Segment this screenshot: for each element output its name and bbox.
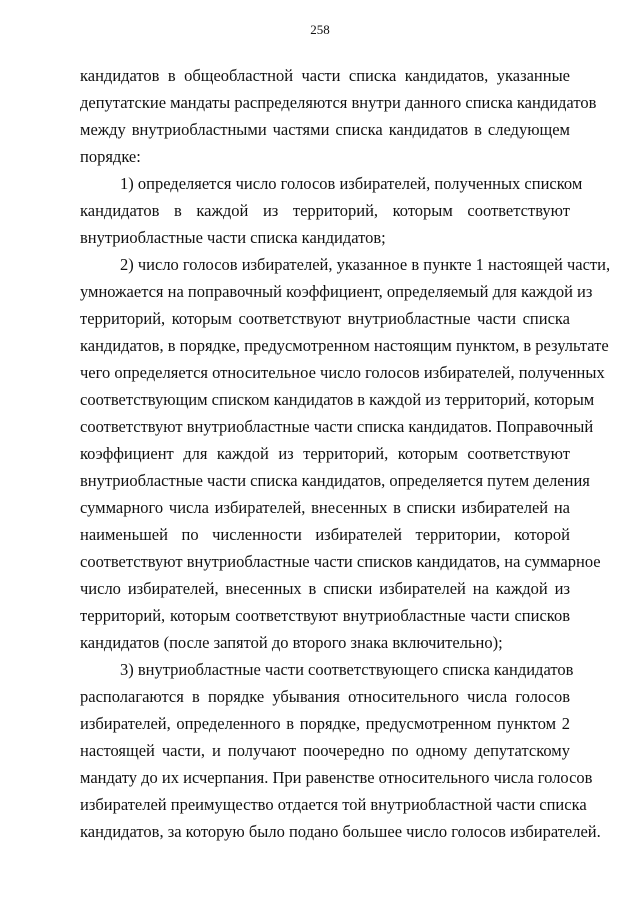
text-line: внутриобластные части списка кандидатов; xyxy=(80,228,386,247)
text-line: соответствующим списком кандидатов в каждой из территорий, которым xyxy=(80,390,595,409)
text-line: порядке: xyxy=(80,147,141,166)
text-line: кандидатов в общеобластной части списка кандидатов, указанные xyxy=(80,66,570,85)
text-line: 2) число голосов избирателей, указанное в пункте 1 настоящей части, xyxy=(120,255,611,274)
text-line: чего определяется относительное число голосов избирателей, полученных xyxy=(80,363,605,382)
paragraph-item-3 xyxy=(80,656,601,845)
text-line: кандидатов, в порядке, предусмотренном настоящим пунктом, в результате xyxy=(80,336,609,355)
text-line: мандату до их исчерпания. При равенстве относительного числа голосов xyxy=(80,768,593,787)
text-line: соответствуют внутриобластные части списка кандидатов. Поправочный xyxy=(80,417,594,436)
text-line: депутатские мандаты распределяются внутри данного списка кандидатов xyxy=(80,93,597,112)
document-body xyxy=(80,62,611,845)
text-line: между внутриобластными частями списка кандидатов в следующем xyxy=(80,120,570,139)
text-line: соответствуют внутриобластные части списков кандидатов, на суммарное xyxy=(80,552,601,571)
text-line: кандидатов, за которую было подано большее число голосов избирателей. xyxy=(80,822,601,841)
text-line: наименьшей по численности избирателей территории, которой xyxy=(80,525,570,544)
text-line: настоящей части, и получают поочередно по одному депутатскому xyxy=(80,741,570,760)
page-number: 258 xyxy=(310,22,330,37)
text-line: территорий, которым соответствуют внутриобластные части списков xyxy=(80,606,570,625)
paragraph-intro xyxy=(80,62,597,170)
text-line: 1) определяется число голосов избирателей, полученных списком xyxy=(120,174,583,193)
text-line: располагаются в порядке убывания относительного числа голосов xyxy=(80,687,570,706)
paragraph-item-2 xyxy=(80,251,611,656)
text-line: коэффициент для каждой из территорий, которым соответствуют xyxy=(80,444,570,463)
text-line: 3) внутриобластные части соответствующего списка кандидатов xyxy=(120,660,574,679)
text-line: избирателей, определенного в порядке, предусмотренном пунктом 2 xyxy=(80,714,570,733)
text-line: внутриобластные части списка кандидатов, определяется путем деления xyxy=(80,471,590,490)
text-line: суммарного числа избирателей, внесенных в списки избирателей на xyxy=(80,498,570,517)
text-line: избирателей преимущество отдается той внутриобластной части списка xyxy=(80,795,587,814)
text-line: территорий, которым соответствуют внутриобластные части списка xyxy=(80,309,570,328)
text-line: кандидатов (после запятой до второго знака включительно); xyxy=(80,633,503,652)
text-line: кандидатов в каждой из территорий, которым соответствуют xyxy=(80,201,570,220)
text-line: число избирателей, внесенных в списки избирателей на каждой из xyxy=(80,579,570,598)
text-line: умножается на поправочный коэффициент, определяемый для каждой из xyxy=(80,282,593,301)
paragraph-item-1 xyxy=(80,170,583,251)
